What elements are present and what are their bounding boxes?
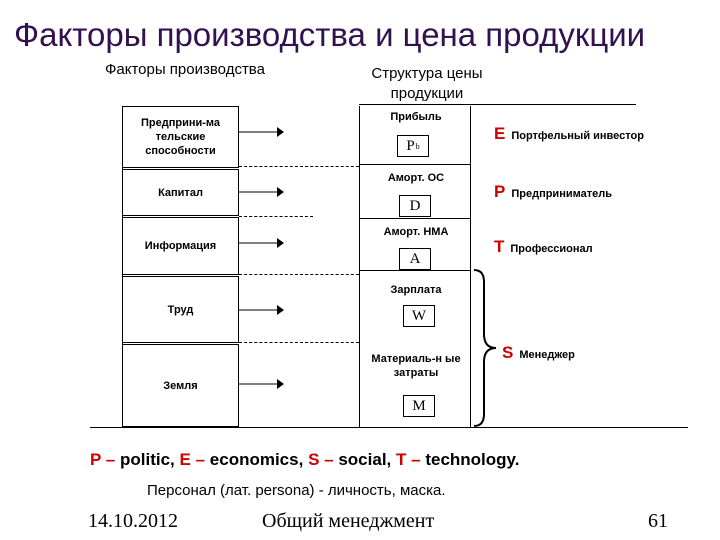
price-separator (360, 164, 470, 165)
price-separator (360, 218, 470, 219)
dash: – (195, 450, 206, 469)
footer-title: Общий менеджмент (262, 510, 435, 532)
symbol-text: P (406, 137, 415, 154)
role-text: Портфельный инвестор (511, 130, 644, 142)
connector-line (239, 166, 359, 167)
persona-note: Персонал (лат. persona) - личность, маска. (147, 482, 446, 499)
arrow-icon (239, 237, 284, 249)
pest-dash (319, 450, 338, 469)
symbol-text: W (411, 307, 427, 324)
connector-line (239, 342, 359, 343)
symbol-profit (397, 135, 429, 157)
arrow-icon (239, 304, 284, 316)
dash: – (105, 450, 116, 469)
page-title: Факторы производства и цена продукции (14, 16, 646, 53)
symbol-text: A (409, 250, 421, 267)
arrow-icon (239, 126, 284, 138)
symbol-depreciation-intangible (399, 248, 431, 270)
role-letter: P (494, 182, 506, 201)
price-label-profit: Прибыль (390, 111, 442, 123)
dash: – (411, 450, 421, 469)
pest-letter: E (179, 450, 191, 469)
arrow-icon (239, 186, 284, 198)
role-letter: T (494, 237, 505, 256)
arrow-icon (239, 378, 284, 390)
curly-brace-icon (470, 268, 500, 428)
pest-letter: S (308, 450, 320, 469)
role-manager (502, 343, 575, 363)
symbol-subscript: b (415, 141, 420, 151)
price-label-depreciation-fixed: Аморт. ОС (387, 172, 445, 184)
role-text: Профессионал (510, 243, 593, 255)
symbol-salary (403, 305, 435, 327)
pest-word: economics, (209, 450, 304, 469)
role-professional (494, 237, 593, 257)
factors-header: Факторы производства (105, 61, 265, 78)
footer-page-number: 61 (648, 510, 668, 532)
price-label-depreciation-intangible: Аморт. НМА (383, 226, 449, 238)
dash: – (324, 450, 334, 469)
role-text: Менеджер (519, 349, 575, 361)
role-letter: S (502, 343, 514, 362)
factor-labor: Труд (122, 276, 239, 343)
price-structure-header: Структура цены продукции (371, 65, 483, 102)
price-separator (360, 270, 470, 271)
symbol-depreciation-fixed (399, 195, 431, 217)
pest-word: politic, (119, 450, 175, 469)
pest-letter: P (90, 450, 102, 469)
pest-word: social, (338, 450, 392, 469)
pest-word: technology. (425, 450, 520, 469)
symbol-text: D (409, 197, 421, 214)
pest-legend (90, 450, 710, 470)
role-entrepreneur (494, 182, 612, 202)
bottom-rule (90, 427, 688, 428)
footer-date: 14.10.2012 (88, 510, 178, 532)
role-portfolio-investor (494, 124, 644, 144)
symbol-materials (403, 395, 435, 417)
pest-dash (191, 450, 210, 469)
factor-land: Земля (122, 344, 239, 427)
factor-information: Информация (122, 217, 239, 275)
pest-dash (101, 450, 120, 469)
pest-dash (406, 450, 425, 469)
top-rule (359, 104, 636, 105)
factor-entrepreneurship: Предприни-ма тельские способности (122, 106, 239, 168)
price-label-salary: Зарплата (390, 284, 442, 296)
role-text: Предприниматель (511, 188, 612, 200)
factor-capital: Капитал (122, 169, 239, 216)
connector-line (239, 216, 313, 217)
price-label-materials: Материаль-н ые затраты (371, 353, 461, 379)
role-letter: E (494, 124, 506, 143)
connector-line (239, 274, 359, 275)
pest-letter: T (396, 450, 407, 469)
symbol-text: M (412, 397, 426, 414)
